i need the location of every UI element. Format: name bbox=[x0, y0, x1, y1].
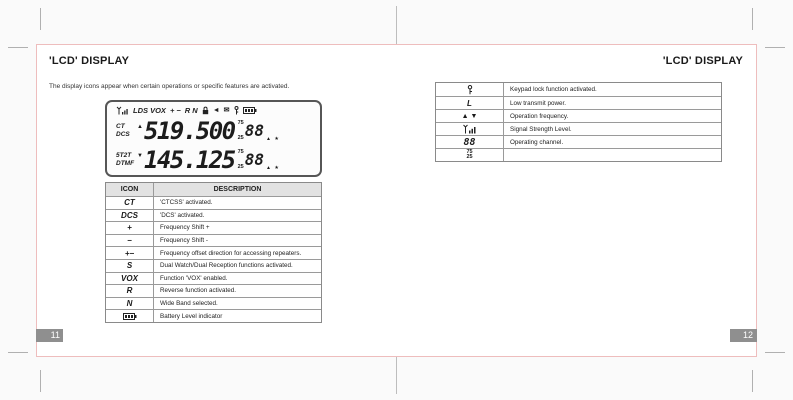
crop-mark bbox=[8, 47, 28, 48]
lcd-display-graphic bbox=[105, 100, 322, 177]
intro-text: The display icons appear when certain operations or specific features are activated. bbox=[49, 83, 290, 90]
table-row bbox=[436, 122, 721, 135]
lock-icon bbox=[202, 106, 209, 115]
page-11 bbox=[37, 45, 397, 356]
icon-description: Reverse function activated. bbox=[160, 287, 236, 295]
speaker-icon: ◄ bbox=[212, 107, 220, 114]
table-row bbox=[106, 234, 321, 247]
lcd-channel-value: 88 bbox=[244, 149, 264, 169]
table-row bbox=[106, 309, 321, 322]
up-arrow-icon: ▲ bbox=[137, 123, 143, 130]
icon-label: VOX bbox=[106, 273, 154, 285]
table-row bbox=[106, 196, 321, 209]
crop-mark bbox=[8, 352, 28, 353]
page-number-11: 11 bbox=[36, 329, 63, 342]
manual-spread bbox=[36, 44, 757, 357]
envelope-icon: ✉ bbox=[223, 107, 230, 114]
crop-mark bbox=[765, 47, 785, 48]
lcd-label-5t2t: 5T2T bbox=[116, 152, 132, 159]
lcd-status-text-lds-vox: LDS VOX bbox=[133, 106, 166, 115]
lcd-status-text-shift: + − bbox=[169, 106, 181, 115]
column-header-icon: ICON bbox=[106, 183, 154, 196]
crop-mark bbox=[752, 370, 753, 392]
icon-label: R bbox=[106, 285, 154, 297]
lcd-label-ct: CT bbox=[116, 123, 125, 130]
icon-description-table bbox=[105, 182, 322, 323]
table-row bbox=[436, 96, 721, 109]
down-arrow-icon: ▼ bbox=[137, 152, 143, 159]
lcd-marker-icons: ▲ ★ bbox=[266, 136, 280, 142]
icon-label: DCS bbox=[106, 210, 154, 222]
table-row bbox=[436, 109, 721, 122]
icon-label: CT bbox=[106, 197, 154, 209]
page-12 bbox=[397, 45, 757, 356]
icon-label: + bbox=[106, 222, 154, 234]
icon-description: Battery Level indicator bbox=[160, 312, 223, 320]
icon-description: Function 'VOX' enabled. bbox=[160, 274, 228, 282]
icon-description: 'CTCSS' activated. bbox=[160, 199, 213, 207]
icon-description: Low transmit power. bbox=[510, 99, 566, 107]
keypad-lock-icon bbox=[436, 83, 504, 96]
lcd-frequency-value: 519.500 bbox=[143, 116, 235, 145]
key-icon bbox=[234, 106, 239, 115]
table-row bbox=[106, 209, 321, 222]
crop-mark bbox=[752, 8, 753, 30]
battery-icon bbox=[243, 107, 257, 114]
lcd-frequency-row-1 bbox=[116, 116, 313, 145]
lcd-label-dtmf: DTMF bbox=[116, 159, 135, 167]
lcd-sub-digits: 75 25 bbox=[237, 120, 244, 141]
table-row bbox=[436, 83, 721, 96]
lcd-frequency-row-2 bbox=[116, 145, 313, 174]
up-down-arrows-icon: ▲ ▼ bbox=[436, 110, 504, 122]
table-row bbox=[106, 246, 321, 259]
table-row bbox=[436, 135, 721, 148]
icon-description: Frequency Shift - bbox=[160, 237, 208, 245]
table-row bbox=[436, 148, 721, 161]
icon-description: Dual Watch/Dual Reception functions activated. bbox=[160, 262, 293, 270]
lcd-marker-icons: ▲ ★ bbox=[266, 165, 280, 171]
icon-description bbox=[504, 149, 721, 161]
lcd-frequency-value: 145.125 bbox=[143, 145, 235, 174]
signal-strength-icon bbox=[116, 106, 129, 115]
icon-description: Signal Strength Level. bbox=[510, 125, 572, 133]
page-title: 'LCD' DISPLAY bbox=[49, 55, 130, 67]
signal-strength-icon bbox=[436, 123, 504, 135]
table-row bbox=[106, 259, 321, 272]
icon-label: S bbox=[106, 260, 154, 272]
icon-description: Frequency offset direction for accessing repeaters. bbox=[160, 249, 302, 257]
crop-mark bbox=[765, 352, 785, 353]
sub-digits-icon: 75 25 bbox=[436, 149, 504, 161]
icon-description: Operating channel. bbox=[510, 138, 564, 146]
crop-mark bbox=[40, 8, 41, 30]
crop-mark bbox=[40, 370, 41, 392]
icon-description: Wide Band selected. bbox=[160, 300, 218, 308]
lcd-mode-labels bbox=[116, 152, 137, 167]
icon-description-table bbox=[435, 82, 722, 162]
icon-description: Operation frequency. bbox=[510, 112, 569, 120]
table-row bbox=[106, 272, 321, 285]
icon-label: N bbox=[106, 298, 154, 310]
table-row bbox=[106, 297, 321, 310]
lcd-sub-digits: 75 25 bbox=[237, 149, 244, 170]
channel-digits-icon: 88 bbox=[436, 136, 504, 148]
column-header-description: DESCRIPTION bbox=[154, 183, 321, 196]
icon-description: 'DCS' activated. bbox=[160, 211, 205, 219]
table-header-row bbox=[106, 183, 321, 196]
lcd-mode-labels bbox=[116, 123, 137, 138]
table-row bbox=[106, 284, 321, 297]
page-title: 'LCD' DISPLAY bbox=[662, 55, 743, 67]
icon-description: Frequency Shift + bbox=[160, 224, 210, 232]
table-row bbox=[106, 221, 321, 234]
lcd-channel-value: 88 bbox=[244, 120, 264, 140]
lcd-status-row bbox=[116, 105, 313, 116]
icon-label: − bbox=[106, 235, 154, 247]
lcd-status-text-rn: R N bbox=[184, 106, 198, 115]
icon-description: Keypad lock function activated. bbox=[510, 86, 597, 93]
icon-label: +− bbox=[106, 247, 154, 259]
icon-label: L bbox=[436, 97, 504, 109]
page-number-12: 12 bbox=[730, 329, 757, 342]
battery-icon bbox=[106, 310, 154, 322]
lcd-label-dcs: DCS bbox=[116, 130, 130, 138]
